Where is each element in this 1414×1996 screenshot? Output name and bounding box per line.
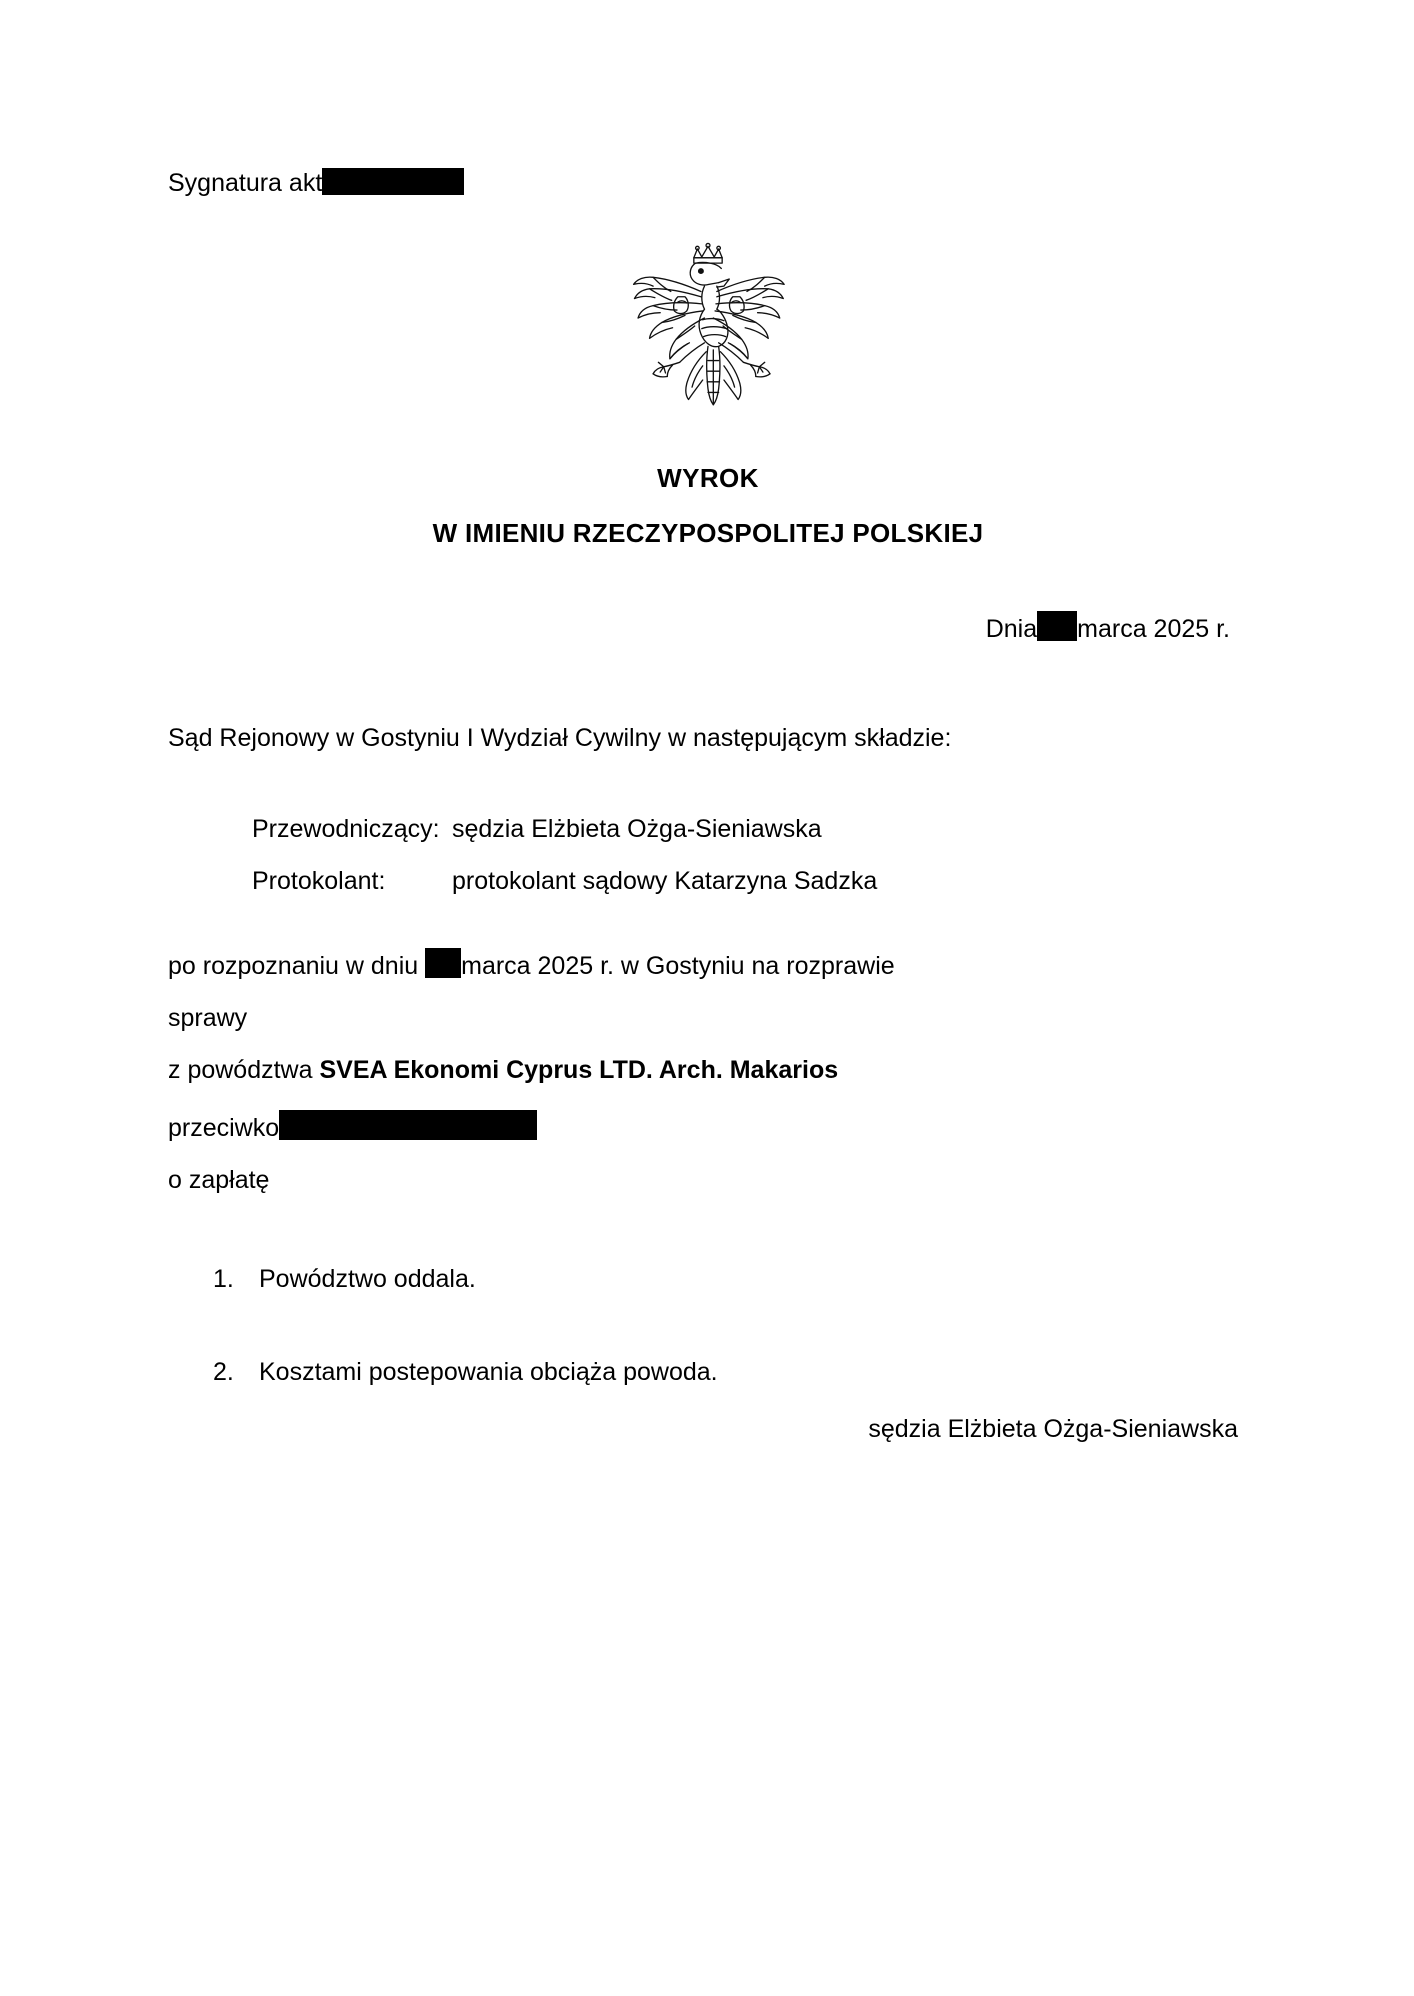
page-title: WYROK — [657, 463, 759, 493]
date-prefix: Dnia — [985, 615, 1038, 643]
ruling-number: 1. — [213, 1265, 234, 1293]
matter-line: sprawy — [168, 1004, 248, 1032]
emblem-container — [168, 233, 1248, 424]
case-description — [168, 948, 895, 1193]
polish-eagle-emblem — [619, 233, 797, 419]
defendant-redaction — [279, 1110, 537, 1140]
defendant-line — [168, 1110, 895, 1141]
hearing-prefix: po rozpoznaniu w dniu — [168, 952, 419, 980]
signature: sędzia Elżbieta Ożga-Sieniawska — [868, 1415, 1238, 1443]
case-number-row — [168, 168, 464, 196]
ruling-number: 2. — [213, 1358, 234, 1386]
claim-line: o zapłatę — [168, 1166, 270, 1194]
presiding-value: sędzia Elżbieta Ożga-Sieniawska — [452, 815, 822, 843]
plaintiff-name: SVEA Ekonomi Cyprus LTD. Arch. Makarios — [319, 1056, 839, 1084]
list-item — [168, 1360, 718, 1385]
case-number-label: Sygnatura akt — [168, 169, 323, 197]
plaintiff-label: z powództwa — [168, 1056, 313, 1084]
court-line: Sąd Rejonowy w Gostyniu I Wydział Cywilny w następującym składzie: — [168, 724, 952, 752]
hearing-day-redaction — [425, 948, 461, 978]
ruling-text: Powództwo oddala. — [259, 1265, 476, 1293]
presiding-label: Przewodniczący: — [252, 815, 440, 843]
case-number-redaction — [322, 168, 464, 195]
panel-row-clerk — [252, 869, 877, 894]
plaintiff-line — [168, 1058, 895, 1083]
panel-row-presiding — [252, 817, 877, 842]
page-subtitle: W IMIENIU RZECZYPOSPOLITEJ POLSKIEJ — [432, 518, 984, 548]
title-block — [168, 463, 1248, 549]
rulings-list — [168, 1267, 718, 1385]
panel-block — [252, 817, 877, 894]
clerk-label: Protokolant: — [252, 867, 386, 895]
clerk-value: protokolant sądowy Katarzyna Sadzka — [452, 867, 878, 895]
date-day-redaction — [1037, 611, 1077, 641]
hearing-line — [168, 948, 895, 979]
defendant-label: przeciwko — [168, 1114, 280, 1142]
date-row — [168, 611, 1248, 642]
ruling-text: Kosztami postepowania obciąża powoda. — [259, 1358, 718, 1386]
list-item — [168, 1267, 718, 1292]
hearing-suffix: marca 2025 r. w Gostyniu na rozprawie — [461, 952, 895, 980]
date-suffix: marca 2025 r. — [1077, 615, 1230, 643]
